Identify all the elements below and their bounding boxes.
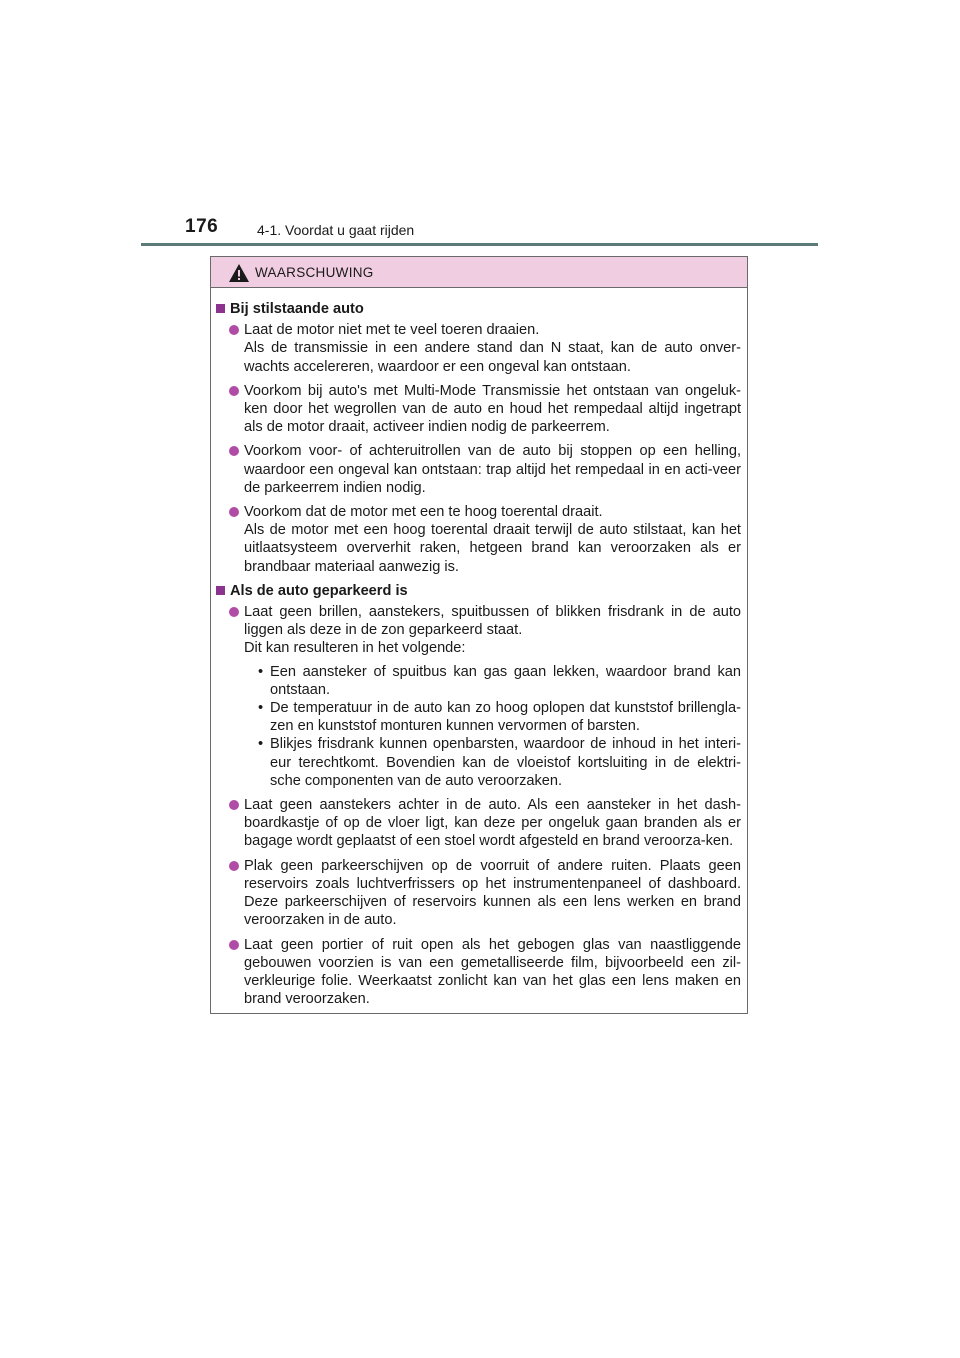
item-text	[244, 382, 741, 437]
sub-list-item	[258, 699, 741, 735]
warning-item	[227, 603, 741, 790]
warning-item	[227, 321, 741, 376]
dot-bullet-icon	[229, 607, 239, 617]
warning-item	[227, 503, 741, 576]
warning-body	[211, 288, 747, 1008]
item-line: Laat geen brillen, aanstekers, spuitbussen of blikken frisdrank in de auto liggen als deze in de zon geparkeerd staat.	[244, 604, 741, 639]
section-heading	[215, 300, 741, 318]
item-text	[244, 936, 741, 1009]
square-bullet-icon	[216, 586, 225, 595]
warning-item	[227, 936, 741, 1009]
square-bullet-icon	[216, 304, 225, 313]
sub-item-text: De temperatuur in de auto kan zo hoog oplopen dat kunststof brillengla-zen en kunststof monturen kunnen vervormen of barsten.	[270, 700, 741, 735]
dot-bullet-icon	[229, 507, 239, 517]
item-line: Als de motor met een hoog toerental draait terwijl de auto stilstaat, kan het uitlaatsysteem oververhit raken, hetgeen brand kan veroorzaken als er brandbaar materiaal aanwezig is.	[244, 522, 741, 575]
dot-bullet-icon	[229, 861, 239, 871]
page-number: 176	[185, 216, 219, 237]
sub-list-item	[258, 663, 741, 699]
sub-list-item	[258, 735, 741, 790]
warning-header	[211, 257, 747, 288]
warning-item	[227, 382, 741, 437]
item-text	[244, 857, 741, 930]
sub-item-text: Een aansteker of spuitbus kan gas gaan lekken, waardoor brand kan ontstaan.	[270, 663, 741, 698]
item-line: Laat geen portier of ruit open als het gebogen glas van naastliggende gebouwen voorzien is van een gemetalliseerde film, bijvoorbeeld een zil-verkleurige folie. Weerkaatst zonlicht kan van het glas een lens maken en brand veroorzaken.	[244, 936, 741, 1008]
dot-bullet-icon	[229, 446, 239, 456]
item-line: Laat de motor niet met te veel toeren draaien.	[244, 322, 540, 339]
item-line: Voorkom dat de motor met een te hoog toerental draait.	[244, 504, 603, 521]
item-line: Dit kan resulteren in het volgende:	[244, 640, 466, 657]
item-line: Als de transmissie in een andere stand dan N staat, kan de auto onver-wachts accelereren, waardoor er een ongeval kan ontstaan.	[244, 340, 741, 375]
item-text	[244, 442, 741, 497]
header-divider	[141, 243, 818, 246]
dot-bullet-icon	[229, 325, 239, 335]
dot-bullet-icon	[229, 940, 239, 950]
section-title: 4-1. Voordat u gaat rijden	[257, 222, 415, 238]
section-heading-text: Als de auto geparkeerd is	[230, 582, 408, 599]
sub-item-text: Blikjes frisdrank kunnen openbarsten, waardoor de inhoud in het interi-eur terechtkomt. Bovendien kan de vloeistof kortsluiting in de elektri-sche componenten van de auto veroorzaken.	[270, 736, 741, 789]
warning-item	[227, 442, 741, 497]
warning-box	[210, 256, 748, 1014]
warning-item	[227, 857, 741, 930]
item-line: Voorkom bij auto's met Multi-Mode Transmissie het ontstaan van ongeluk-ken door het wegrollen van de auto en houd het rempedaal altijd ingetrapt als de motor draait, activeer indien nodig de parkeerrem.	[244, 382, 741, 436]
dot-bullet-icon	[229, 386, 239, 396]
warning-item	[227, 796, 741, 851]
item-text	[244, 796, 741, 851]
item-text	[244, 603, 741, 790]
sub-list	[244, 663, 741, 790]
sub-bullet-icon: •	[258, 663, 264, 680]
warning-title: WAARSCHUWING	[255, 265, 374, 280]
item-line: Plak geen parkeerschijven op de voorruit of andere ruiten. Plaats geen reservoirs zoals luchtverfrissers op het instrumentenpaneel of dashboard. Deze parkeerschijven of reservoirs kunnen als een lens werken en brand veroorzaken in de auto.	[244, 857, 741, 929]
item-text	[244, 503, 741, 576]
section-heading	[215, 582, 741, 600]
item-text	[244, 321, 741, 376]
sub-bullet-icon: •	[258, 736, 264, 753]
warning-triangle-icon	[228, 263, 250, 283]
dot-bullet-icon	[229, 800, 239, 810]
item-line: Voorkom voor- of achteruitrollen van de auto bij stoppen op een helling, waardoor een ongeval kan ontstaan: trap altijd het rempedaal in en acti-veer de parkeerrem indien nodig.	[244, 443, 741, 496]
section-heading-text: Bij stilstaande auto	[230, 301, 364, 317]
item-line: Laat geen aanstekers achter in de auto. Als een aansteker in het dash-boardkastje of op de vloer ligt, kan deze per ongeluk gaan branden als er bagage wordt geplaatst of een stoel wordt afgesteld en brand veroorza-ken.	[244, 797, 741, 850]
sub-bullet-icon: •	[258, 700, 264, 717]
